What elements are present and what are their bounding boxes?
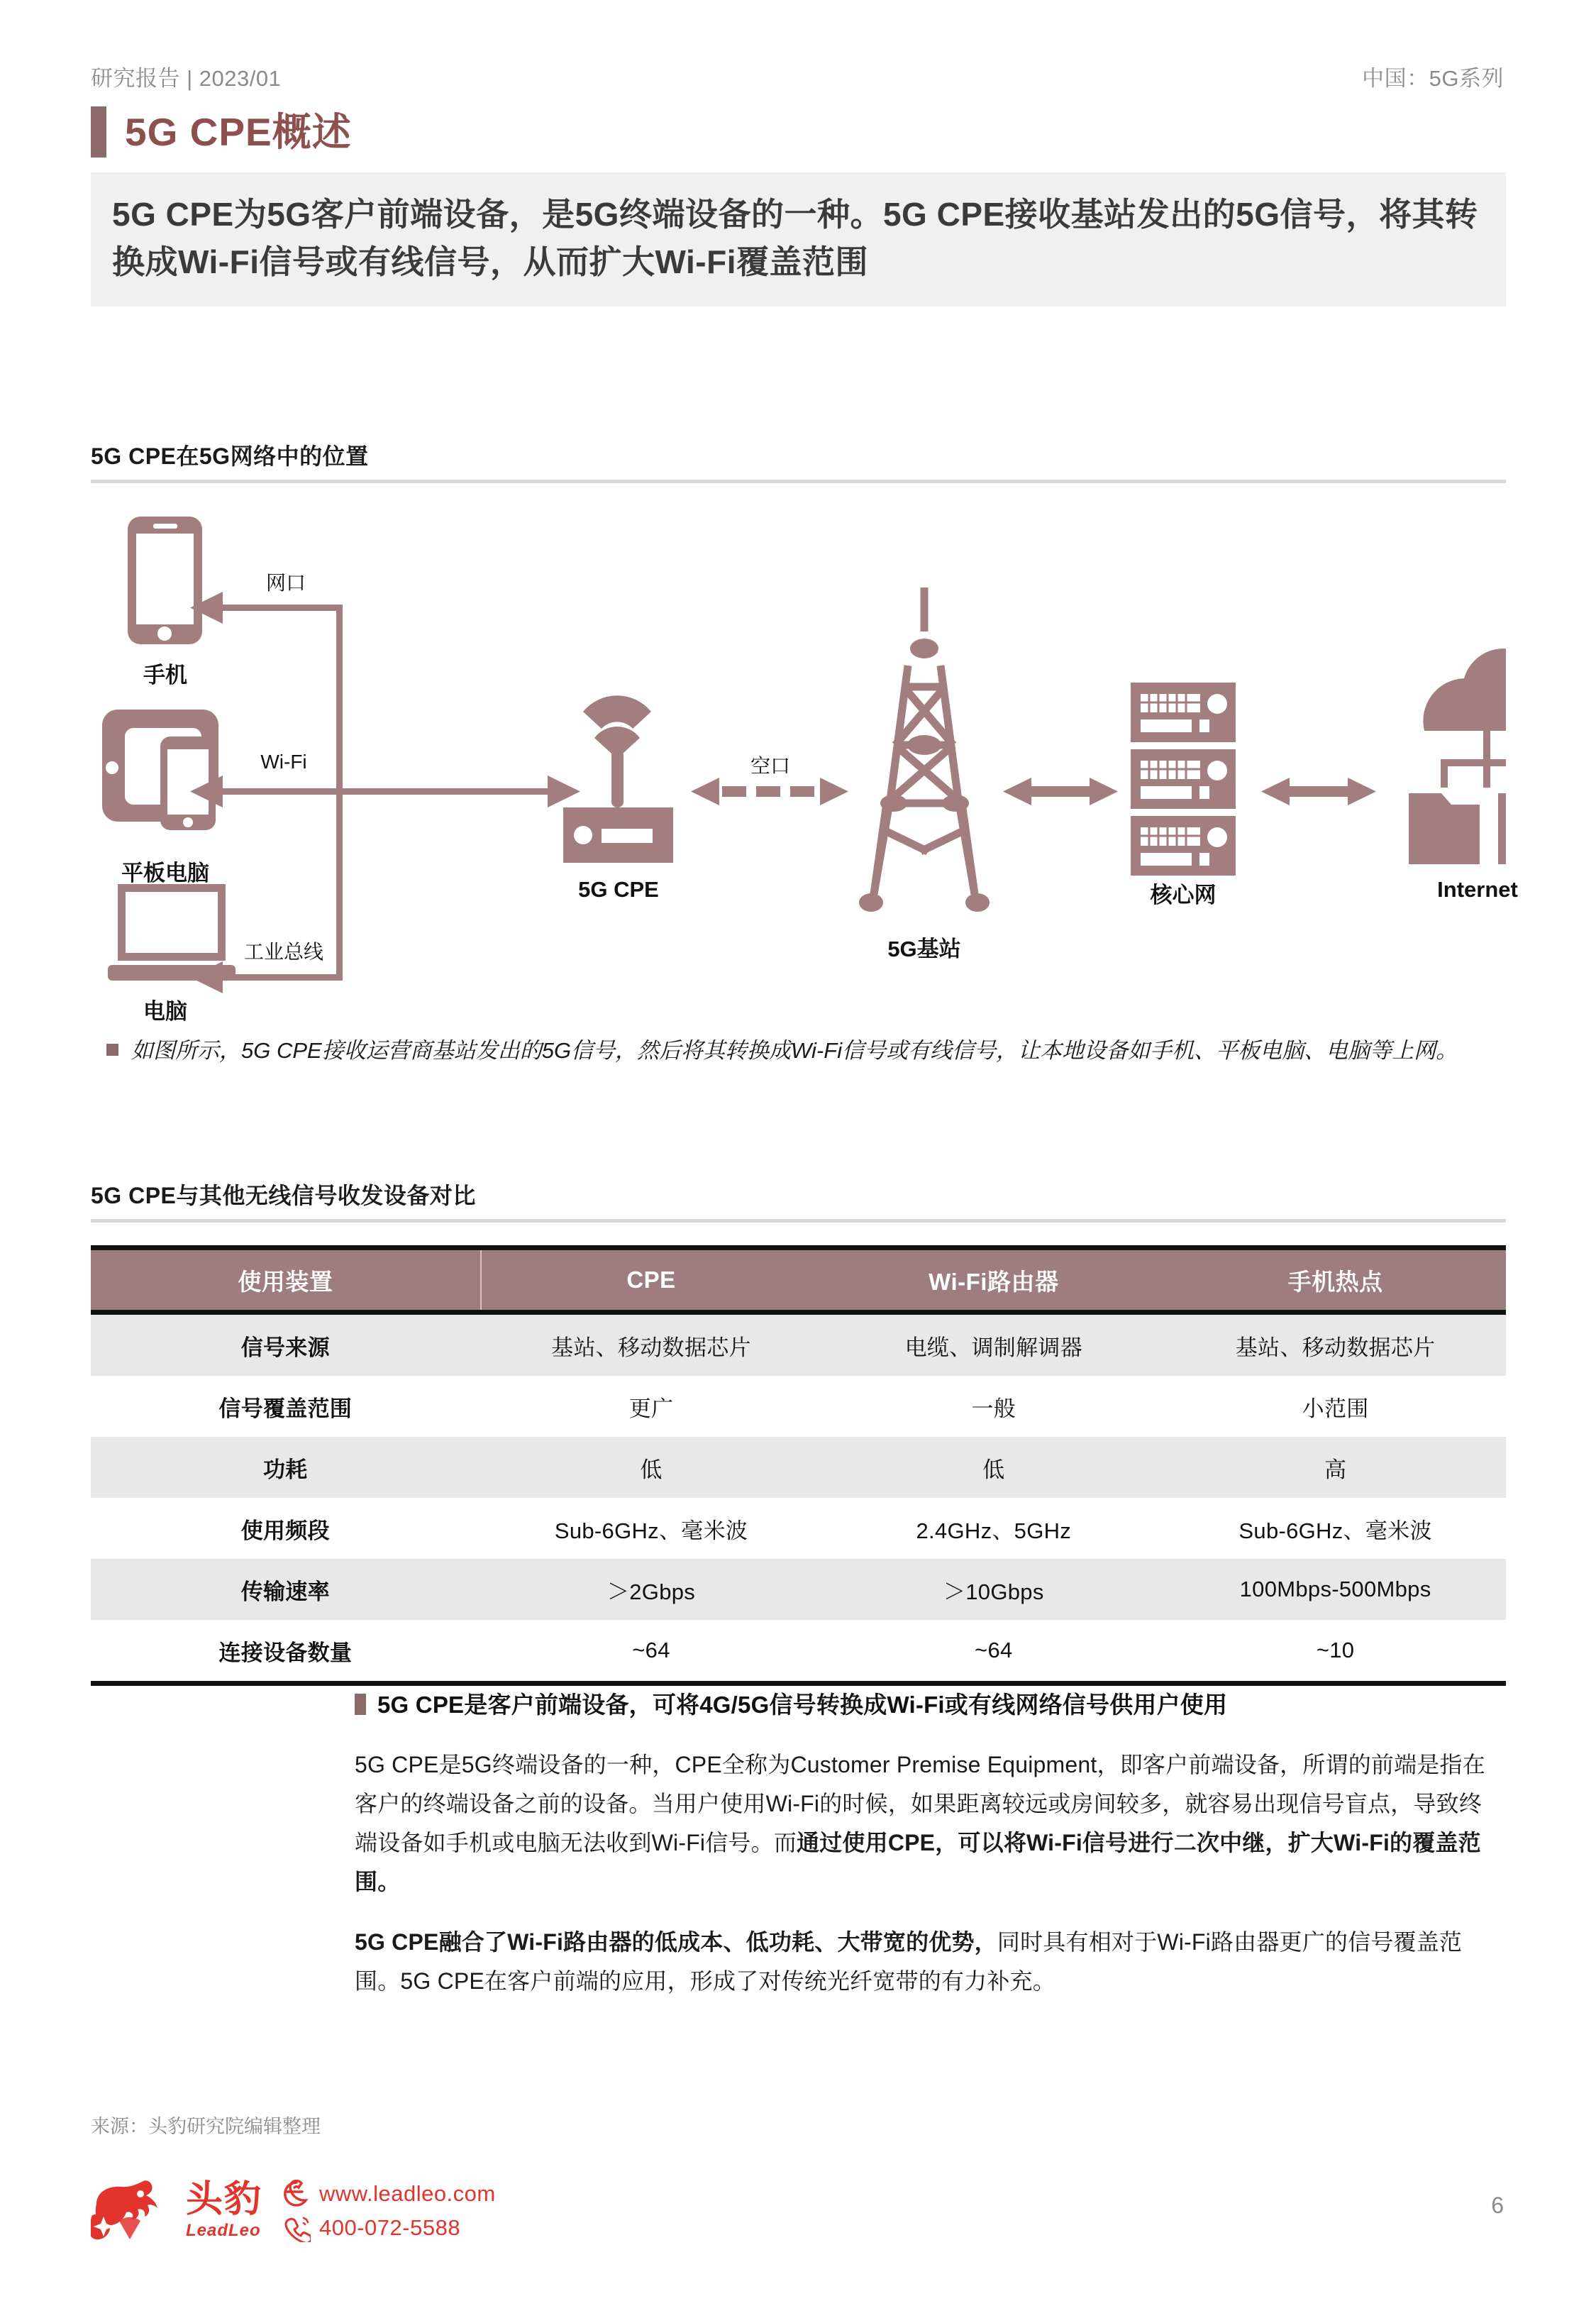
internet-icon	[1409, 649, 1506, 864]
table-section-title: 5G CPE与其他无线信号收发设备对比	[91, 1183, 476, 1208]
copy-p2-plain: 同时具有相对于Wi-Fi路由器更广的信号覆盖范围。5G CPE在客户前端的应用，形成了对传统光纤宽带的有力补充。	[355, 1929, 1463, 1995]
core-internet-arrow	[1261, 778, 1376, 805]
source-note: 来源：头豹研究院编辑整理	[91, 2116, 321, 2137]
row-label: 传输速率	[91, 1559, 480, 1620]
diagram-edge-label-wangkou: 网口	[265, 572, 306, 594]
phone-row[interactable]	[282, 2214, 496, 2242]
diagram-edge-label-fieldbus: 工业总线	[243, 941, 324, 963]
report-series: 中国：5G系列	[1362, 66, 1504, 91]
section-divider	[91, 1219, 1506, 1223]
table-row	[91, 1313, 1506, 1377]
diagram-note	[106, 1032, 1497, 1070]
phone-icon	[128, 517, 202, 644]
row-cell-cpe: ~64	[632, 1638, 670, 1662]
table-col-header-cpe: CPE	[480, 1248, 823, 1313]
air-interface-arrow	[691, 778, 848, 805]
row-label: 使用频段	[240, 1518, 330, 1543]
table-col-header-device: 使用装置	[91, 1248, 480, 1313]
bullet-square-icon	[106, 1044, 118, 1056]
core-network-icon	[1131, 683, 1236, 876]
diagram-section-title: 5G CPE在5G网络中的位置	[91, 443, 369, 469]
row-label: 连接设备数量	[218, 1640, 353, 1665]
phone-icon	[282, 2214, 311, 2242]
row-cell-cpe: ＞2Gbps	[480, 1559, 823, 1620]
diagram-node-label-phone: 手机	[143, 663, 187, 688]
table-row	[91, 1498, 1506, 1559]
table-row	[91, 1559, 1506, 1620]
copy-bullet-heading	[355, 1689, 1490, 1721]
phone-text: 400-072-5588	[319, 2215, 461, 2240]
page-title	[91, 106, 352, 158]
leopard-logo-icon	[91, 2178, 170, 2244]
tower-core-arrow	[1003, 778, 1118, 805]
lead-summary-text: 5G CPE为5G客户前端设备，是5G终端设备的一种。5G CPE接收基站发出的5G信号，将其转换成Wi-Fi信号或有线信号，从而扩大Wi-Fi覆盖范围	[112, 196, 1478, 280]
page-title-text: 5G CPE概述	[125, 109, 352, 154]
comparison-table	[91, 1245, 1506, 1686]
copy-bullet-heading-text: 5G CPE是客户前端设备，可将4G/5G信号转换成Wi-Fi或有线网络信号供用户使用	[377, 1692, 1228, 1718]
copy-p2-bold: 5G CPE融合了Wi-Fi路由器的低成本、低功耗、大带宽的优势，	[355, 1929, 997, 1955]
diagram-node-label-internet: Internet	[1437, 877, 1518, 902]
row-cell-hotspot: Sub-6GHz、毫米波	[1238, 1518, 1432, 1543]
copy-paragraph-2	[355, 1923, 1490, 2001]
copy-paragraph-1	[355, 1745, 1490, 1902]
website-row[interactable]	[282, 2180, 496, 2208]
cpe-icon	[563, 695, 673, 863]
row-cell-cpe: 更广	[628, 1396, 674, 1421]
copy-p1-bold: 通过使用CPE，可以将Wi-Fi信号进行二次中继，扩大Wi-Fi的覆盖范围。	[355, 1830, 1481, 1895]
diagram-node-label-tablet: 平板电脑	[121, 861, 209, 886]
row-cell-router: ＞10Gbps	[822, 1559, 1165, 1620]
title-accent-bar	[91, 106, 106, 158]
brand-name-en: LeadLeo	[186, 2221, 261, 2240]
row-cell-cpe: 低	[480, 1437, 823, 1498]
table-row	[91, 1437, 1506, 1498]
lead-summary-box	[91, 172, 1506, 307]
report-meta: 研究报告 | 2023/01	[91, 66, 282, 91]
table-row	[91, 1376, 1506, 1437]
bullet-square-icon	[355, 1694, 366, 1715]
row-cell-hotspot: 高	[1165, 1437, 1506, 1498]
row-label: 信号覆盖范围	[218, 1396, 353, 1421]
diagram-note-text: 如图所示，5G CPE接收运营商基站发出的5G信号，然后将其转换成Wi-Fi信号或有线信号，让本地设备如手机、平板电脑、电脑等上网。	[131, 1038, 1458, 1063]
row-cell-router: ~64	[975, 1638, 1013, 1662]
row-cell-router: 电缆、调制解调器	[822, 1313, 1165, 1377]
row-cell-router: 一般	[971, 1396, 1016, 1421]
body-copy	[355, 1689, 1490, 2022]
brand-name-cn: 头豹	[186, 2179, 263, 2220]
comparison-table-wrap	[91, 1245, 1506, 1686]
diagram-section-heading	[91, 438, 1506, 483]
row-cell-hotspot: 小范围	[1302, 1396, 1369, 1421]
diagram-node-label-cpe: 5G CPE	[578, 877, 659, 902]
table-col-header-router: Wi-Fi路由器	[822, 1248, 1165, 1313]
row-cell-hotspot: 基站、移动数据芯片	[1165, 1313, 1506, 1377]
table-header-row	[91, 1248, 1506, 1313]
table-section-heading	[91, 1178, 1506, 1223]
diagram-node-label-laptop: 电脑	[143, 999, 187, 1024]
row-cell-router: 低	[822, 1437, 1165, 1498]
row-cell-router: 2.4GHz、5GHz	[916, 1518, 1072, 1543]
row-cell-hotspot: ~10	[1316, 1638, 1355, 1662]
website-text: www.leadleo.com	[319, 2181, 496, 2206]
diagram-edge-label-wifi: Wi-Fi	[260, 751, 307, 773]
row-cell-cpe: 基站、移动数据芯片	[480, 1313, 823, 1377]
row-label: 功耗	[91, 1437, 480, 1498]
diagram-edge-label-kongkou: 空口	[750, 755, 791, 777]
table-col-header-hotspot: 手机热点	[1165, 1248, 1506, 1313]
section-divider	[91, 480, 1506, 483]
diagram-node-label-basestation: 5G基站	[887, 937, 961, 961]
globe-icon	[282, 2180, 311, 2208]
contact-block	[282, 2180, 496, 2242]
diagram-node-label-corenet: 核心网	[1150, 883, 1217, 907]
tablet-icon	[102, 710, 218, 830]
row-cell-cpe: Sub-6GHz、毫米波	[554, 1518, 748, 1543]
table-row	[91, 1620, 1506, 1684]
footer-brand	[91, 2178, 496, 2244]
page-number: 6	[1491, 2192, 1504, 2218]
row-cell-hotspot: 100Mbps-500Mbps	[1165, 1559, 1506, 1620]
copy-p1-plain: 5G CPE是5G终端设备的一种，CPE全称为Customer Premise Equipment，即客户前端设备，所谓的前端是指在客户的终端设备之前的设备。当用户使用Wi-Fi的时候，如果距离较远或房间较多，就容易出现信号盲点，导致终端设备如手机或电脑无法收到Wi-Fi信号。而	[355, 1752, 1485, 1856]
row-label: 信号来源	[91, 1313, 480, 1377]
network-position-diagram	[91, 497, 1518, 1024]
